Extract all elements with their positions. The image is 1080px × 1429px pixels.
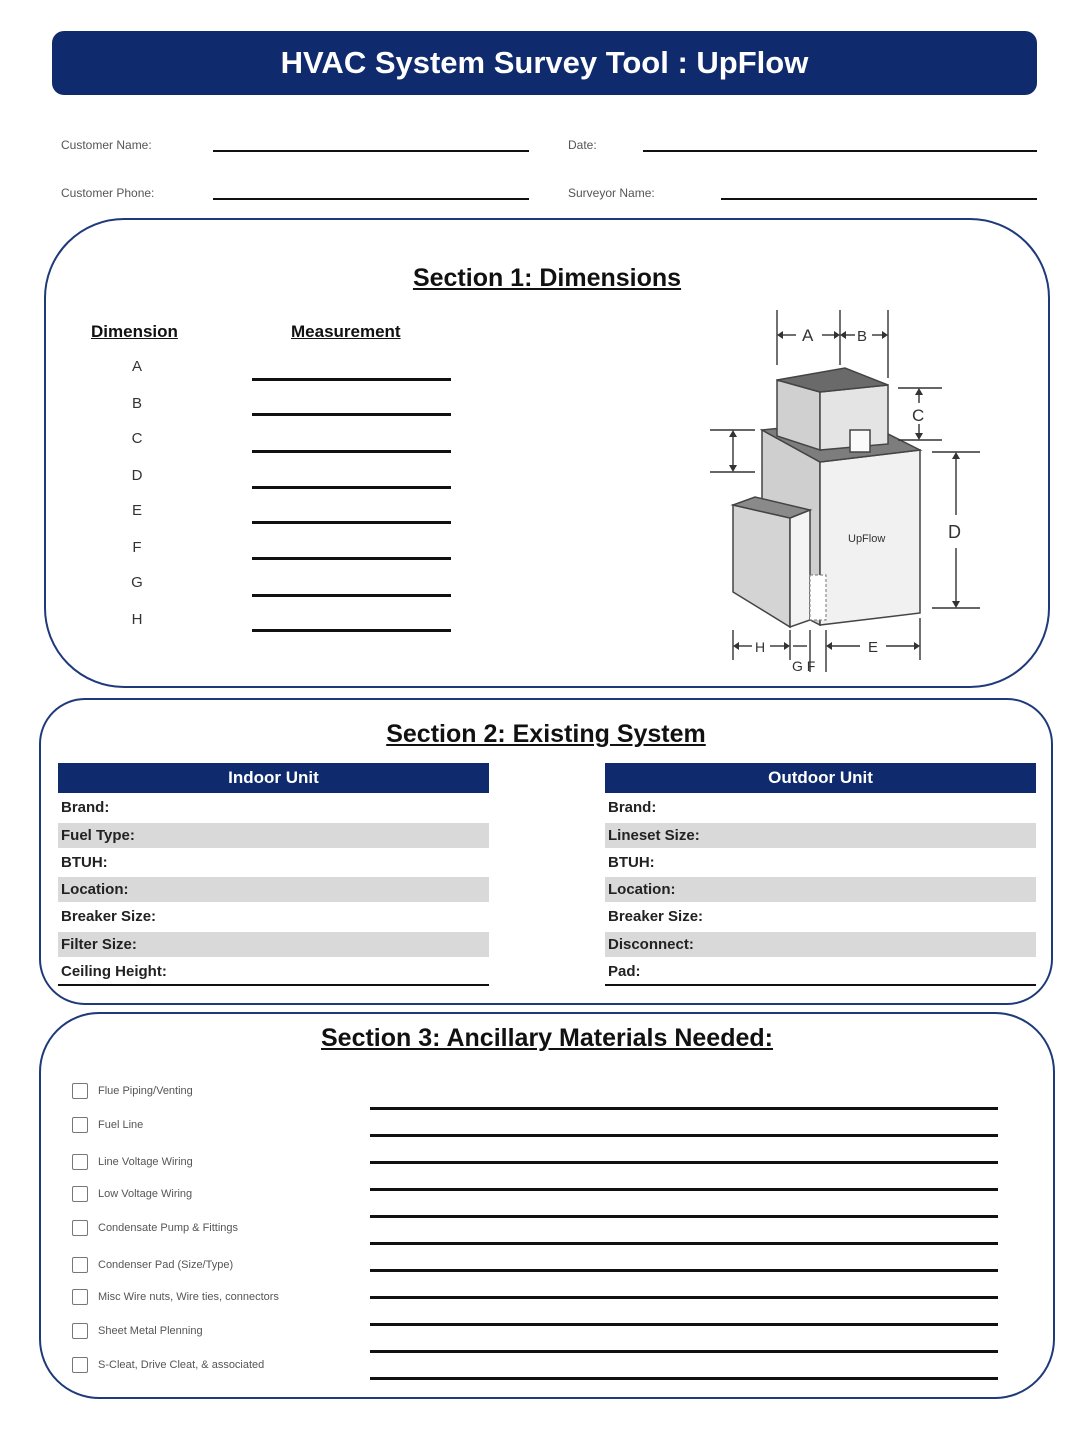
outdoor-breaker-size-row[interactable]: Breaker Size:	[608, 908, 704, 926]
material-item[interactable]	[72, 1154, 193, 1170]
measurement-input-f[interactable]	[252, 557, 451, 560]
customer-name-field[interactable]	[213, 150, 529, 152]
checkbox[interactable]	[72, 1289, 88, 1305]
material-item[interactable]	[72, 1289, 279, 1305]
notes-line[interactable]	[370, 1188, 998, 1191]
notes-line[interactable]	[370, 1134, 998, 1137]
indoor-unit-header: Indoor Unit	[58, 763, 489, 793]
indoor-location-row[interactable]: Location:	[58, 877, 489, 902]
date-label: Date:	[568, 138, 597, 152]
outdoor-pad-row[interactable]: Pad:	[605, 959, 1036, 986]
section-3-title: Section 3: Ancillary Materials Needed:	[320, 1024, 773, 1052]
checkbox[interactable]	[72, 1117, 88, 1133]
indoor-filter-size-row[interactable]: Filter Size:	[58, 932, 489, 957]
dimension-label-a: A	[131, 358, 142, 375]
customer-phone-field[interactable]	[213, 198, 529, 200]
notes-line[interactable]	[370, 1107, 998, 1110]
surveyor-name-field[interactable]	[721, 198, 1037, 200]
notes-line[interactable]	[370, 1215, 998, 1218]
indoor-breaker-size-row[interactable]: Breaker Size:	[61, 908, 157, 926]
measurement-input-b[interactable]	[252, 413, 451, 416]
checkbox[interactable]	[72, 1257, 88, 1273]
gap-detail	[810, 575, 826, 620]
upflow-furnace-diagram	[700, 300, 1000, 680]
material-item[interactable]	[72, 1083, 193, 1099]
material-label: Sheet Metal Plenning	[98, 1325, 203, 1337]
dim-label-c: C	[912, 406, 925, 425]
dim-label-h: H	[755, 639, 766, 655]
outdoor-unit-table	[605, 763, 1036, 986]
notes-line[interactable]	[370, 1161, 998, 1164]
checkbox[interactable]	[72, 1186, 88, 1202]
outdoor-unit-header: Outdoor Unit	[605, 763, 1036, 793]
dimension-label-b: B	[131, 395, 142, 412]
outdoor-location-row[interactable]: Location:	[605, 877, 1036, 902]
pipe-stub	[850, 430, 870, 452]
dimension-label-d: D	[131, 467, 143, 484]
upflow-label: UpFlow	[848, 533, 886, 545]
notes-line[interactable]	[370, 1377, 998, 1380]
measurement-input-g[interactable]	[252, 594, 451, 597]
material-item[interactable]	[72, 1186, 192, 1202]
indoor-btuh-row[interactable]: BTUH:	[61, 853, 108, 871]
page-title-text: HVAC System Survey Tool : UpFlow	[280, 45, 809, 80]
notes-line[interactable]	[370, 1296, 998, 1299]
checkbox[interactable]	[72, 1357, 88, 1373]
notes-line[interactable]	[370, 1242, 998, 1245]
customer-name-label: Customer Name:	[61, 138, 152, 152]
material-item[interactable]	[72, 1323, 203, 1339]
material-label: Fuel Line	[98, 1119, 144, 1131]
surveyor-name-label: Surveyor Name:	[568, 186, 655, 200]
notes-line[interactable]	[370, 1350, 998, 1353]
dim-label-b: B	[857, 328, 868, 345]
checkbox[interactable]	[72, 1323, 88, 1339]
indoor-unit-table	[58, 763, 489, 986]
outdoor-btuh-row[interactable]: BTUH:	[608, 853, 655, 871]
notes-line[interactable]	[370, 1269, 998, 1272]
side-unit-front	[790, 510, 810, 627]
customer-phone-label: Customer Phone:	[61, 186, 155, 200]
material-label: S-Cleat, Drive Cleat, & associated	[98, 1359, 265, 1371]
measurement-input-h[interactable]	[252, 629, 451, 632]
dim-label-e: E	[868, 639, 879, 656]
date-field[interactable]	[643, 150, 1037, 152]
indoor-fuel-type-row[interactable]: Fuel Type:	[58, 823, 489, 848]
dimension-label-f: F	[132, 539, 142, 556]
dimension-label-c: C	[131, 430, 143, 447]
section-1-title: Section 1: Dimensions	[412, 264, 682, 292]
indoor-ceiling-height-row[interactable]: Ceiling Height:	[58, 959, 489, 986]
measurement-input-d[interactable]	[252, 486, 451, 489]
material-label: Low Voltage Wiring	[98, 1188, 193, 1200]
section-2-title: Section 2: Existing System	[386, 720, 706, 748]
material-label: Condenser Pad (Size/Type)	[98, 1259, 234, 1271]
dimension-column-header: Dimension	[91, 322, 178, 341]
material-label: Condensate Pump & Fittings	[98, 1222, 239, 1234]
material-item[interactable]	[72, 1117, 143, 1133]
measurement-column-header: Measurement	[291, 322, 401, 341]
outdoor-disconnect-row[interactable]: Disconnect:	[605, 932, 1036, 957]
dim-label-a: A	[802, 326, 814, 345]
section-ancillary-materials	[39, 1012, 1055, 1399]
dim-label-gf: G F	[792, 658, 816, 674]
checkbox[interactable]	[72, 1083, 88, 1099]
material-label: Misc Wire nuts, Wire ties, connectors	[98, 1291, 279, 1303]
material-item[interactable]	[72, 1257, 233, 1273]
checkbox[interactable]	[72, 1154, 88, 1170]
material-label: Flue Piping/Venting	[98, 1085, 193, 1097]
dimension-label-h: H	[131, 611, 143, 628]
dimension-label-e: E	[131, 502, 142, 519]
notes-line[interactable]	[370, 1323, 998, 1326]
checkbox[interactable]	[72, 1220, 88, 1236]
material-item[interactable]	[72, 1357, 264, 1373]
measurement-input-c[interactable]	[252, 450, 451, 453]
outdoor-brand-row[interactable]: Brand:	[608, 799, 657, 817]
material-item[interactable]	[72, 1220, 238, 1236]
dim-label-d: D	[948, 522, 961, 542]
measurement-input-a[interactable]	[252, 378, 451, 381]
side-unit-side	[733, 505, 790, 627]
outdoor-lineset-size-row[interactable]: Lineset Size:	[605, 823, 1036, 848]
indoor-brand-row[interactable]: Brand:	[61, 799, 110, 817]
page-title	[52, 31, 1037, 95]
material-label: Line Voltage Wiring	[98, 1156, 193, 1168]
measurement-input-e[interactable]	[252, 521, 451, 524]
dimension-label-g: G	[131, 574, 143, 591]
